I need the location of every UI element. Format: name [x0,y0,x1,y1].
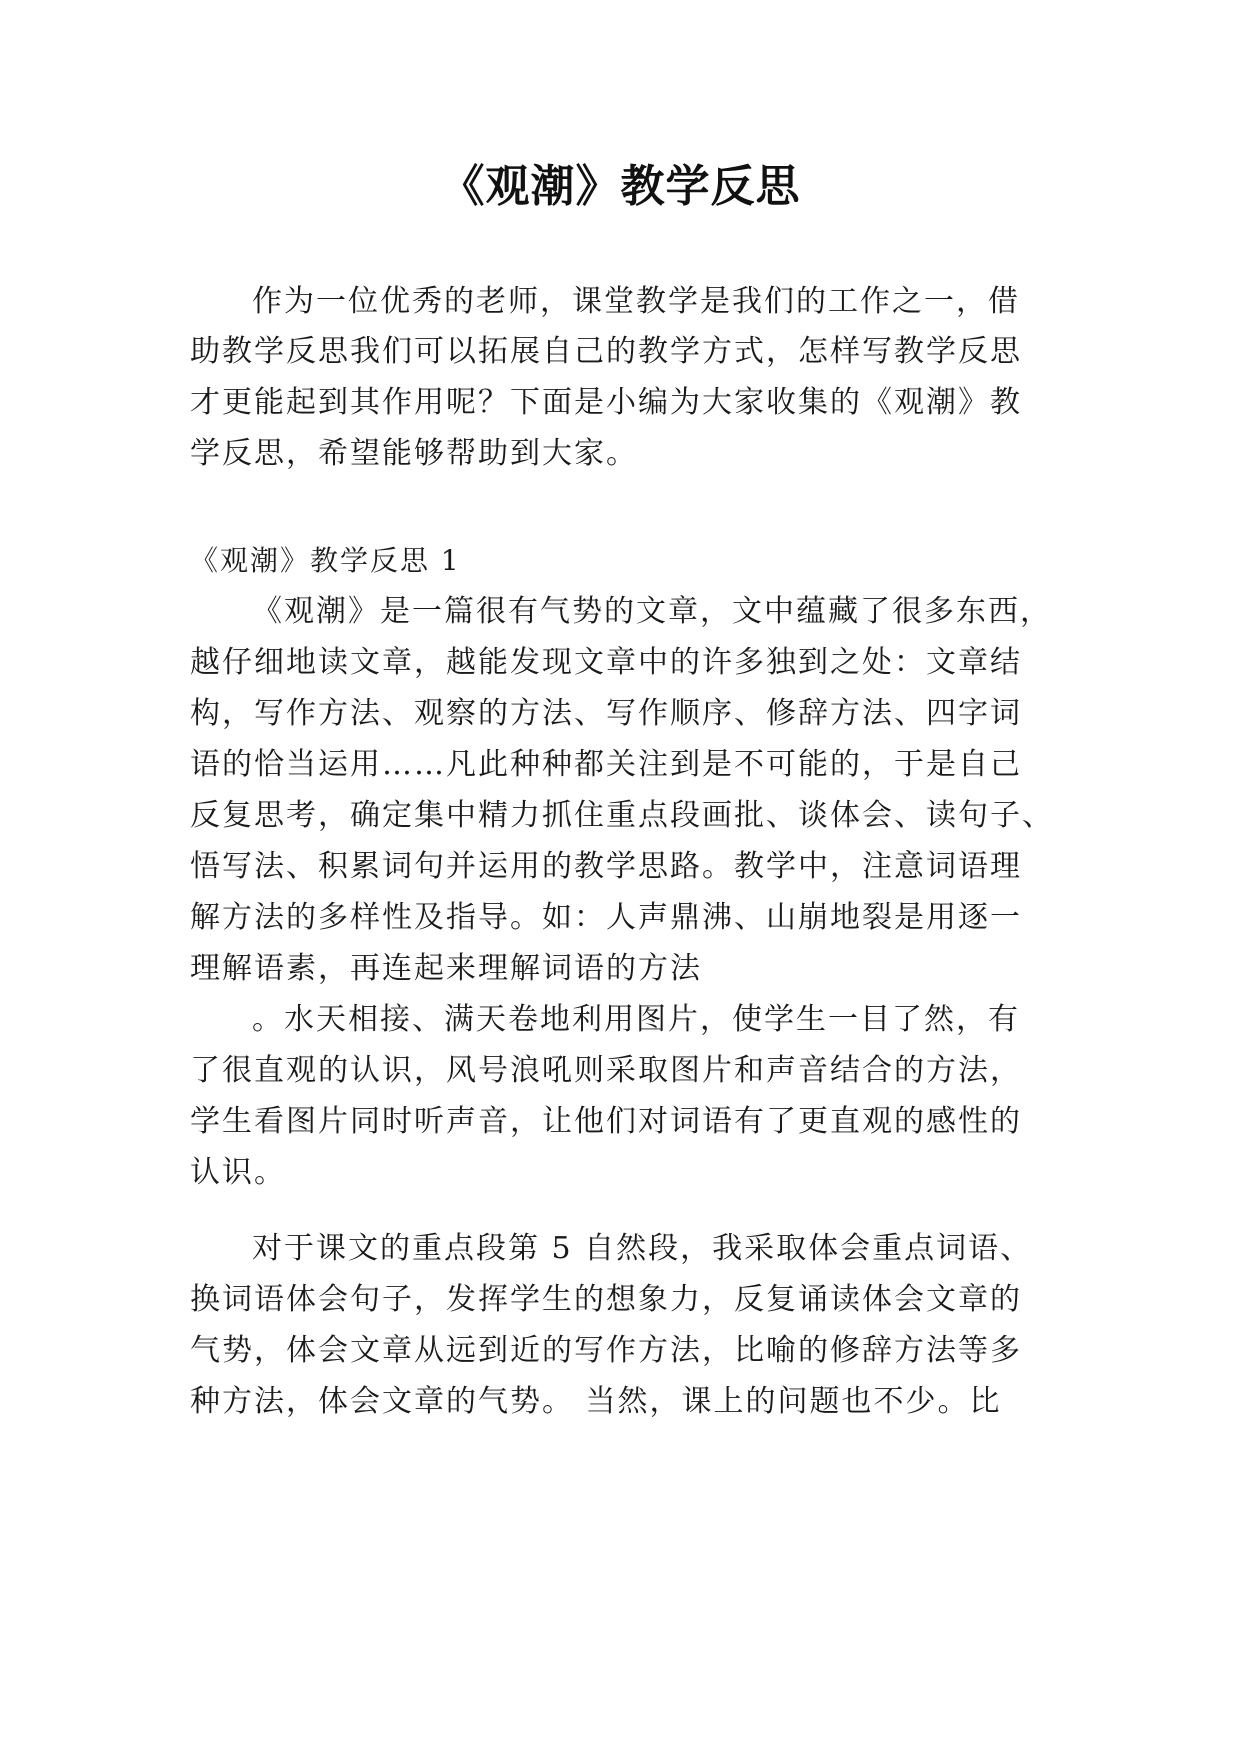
para3-line-3: 气势，体会文章从远到近的写作方法，比喻的修辞方法等多 [190,1333,1022,1368]
intro-line-2: 助教学反思我们可以拓展自己的教学方式，怎样写教学反思 [190,334,1022,369]
para3-line-2: 换词语体会句子，发挥学生的想象力，反复诵读体会文章的 [190,1282,1022,1317]
para2-line-4: 认识。 [190,1155,286,1190]
intro-line-4: 学反思，希望能够帮助到大家。 [190,436,638,471]
para3-line-4: 种方法，体会文章的气势。 当然，课上的问题也不少。比 [190,1384,1002,1419]
para2-line-2: 了很直观的认识，风号浪吼则采取图片和声音结合的方法， [190,1053,1022,1088]
para3-line-1: 对于课文的重点段第 5 自然段，我采取体会重点词语、 [252,1231,1033,1266]
para1-line-6: 悟写法、积累词句并运用的教学思路。教学中，注意词语理 [190,849,1022,884]
para1-line-1: 《观潮》是一篇很有气势的文章，文中蕴藏了很多东西， [252,594,1052,629]
para1-line-5: 反复思考，确定集中精力抓住重点段画批、谈体会、读句子、 [190,798,1054,833]
section-heading: 《观潮》教学反思 1 [190,544,461,577]
para1-line-2: 越仔细地读文章，越能发现文章中的许多独到之处：文章结 [190,645,1022,680]
para1-line-8: 理解语素，再连起来理解词语的方法 [190,951,702,986]
para2-line-3: 学生看图片同时听声音，让他们对词语有了更直观的感性的 [190,1104,1022,1139]
intro-line-3: 才更能起到其作用呢？下面是小编为大家收集的《观潮》教 [190,385,1022,420]
para2-line-1: 。水天相接、满天卷地利用图片，使学生一目了然，有 [252,1002,1020,1037]
para1-line-3: 构，写作方法、观察的方法、写作顺序、修辞方法、四字词 [190,696,1022,731]
intro-line-1: 作为一位优秀的老师，课堂教学是我们的工作之一，借 [252,284,1020,319]
para1-line-4: 语的恰当运用……凡此种种都关注到是不可能的，于是自己 [190,747,1022,782]
para1-line-7: 解方法的多样性及指导。如：人声鼎沸、山崩地裂是用逐一 [190,900,1022,935]
page-title: 《观潮》教学反思 [440,161,801,212]
